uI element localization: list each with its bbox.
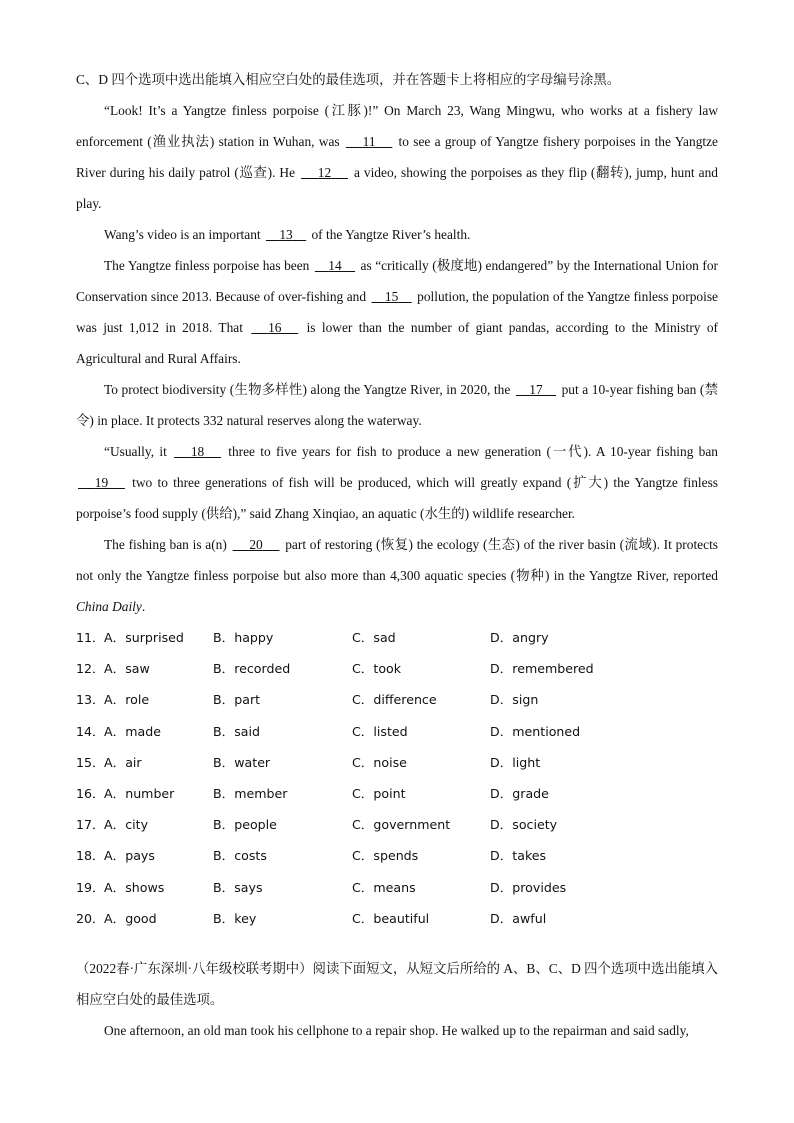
blank-16[interactable]: 16: [268, 320, 282, 335]
option-d[interactable]: D．light: [490, 754, 541, 770]
question-number: 14．: [76, 723, 105, 739]
option-d[interactable]: D．remembered: [490, 661, 594, 677]
question-number: 17．: [76, 817, 105, 833]
option-b[interactable]: B．member: [213, 786, 288, 802]
option-d[interactable]: D．mentioned: [490, 723, 581, 739]
document-page: [76, 64, 718, 1046]
blank-20[interactable]: 20: [249, 537, 263, 552]
passage-paragraph-3: The Yangtze finless porpoise has been 14 as “critically (极度地) endangered” by the International Union for Conservation since 2013. Because of over-fishing and 15 pollution, the population of the Yangtze finless porpoise was just 1,012 in 2018. That 16 is lower than the number of giant pandas, according to the Ministry of Agricultural and Rural Affairs.: [76, 250, 718, 374]
question-number: 20．: [76, 910, 105, 926]
question-row: [76, 716, 718, 747]
question-number: 13．: [76, 692, 105, 708]
blank-14[interactable]: 14: [328, 258, 342, 273]
option-a[interactable]: A．city: [104, 817, 149, 833]
option-c[interactable]: C．government: [352, 817, 451, 833]
question-row: [76, 872, 718, 903]
option-a[interactable]: A．role: [104, 692, 150, 708]
option-b[interactable]: B．people: [213, 817, 277, 833]
option-c[interactable]: C．noise: [352, 754, 407, 770]
question-row: [76, 903, 718, 934]
question-number: 19．: [76, 879, 105, 895]
blank-13[interactable]: 13: [279, 227, 293, 242]
question-row: [76, 809, 718, 840]
option-c[interactable]: C．sad: [352, 630, 396, 645]
option-d[interactable]: D．society: [490, 817, 558, 833]
question-row: [76, 622, 718, 653]
next-passage-first-line: One afternoon, an old man took his cellphone to a repair shop. He walked up to the repairman and said sadly,: [104, 1023, 689, 1039]
option-b[interactable]: B．happy: [213, 630, 274, 645]
passage-paragraph-6: The fishing ban is a(n) 20 part of restoring (恢复) the ecology (生态) of the river basin (流域). It protects not only the Yangtze finless porpoise but also more than 4,300 aquatic species (物种) in the Yangtze River, reported China Daily.: [76, 529, 718, 622]
option-c[interactable]: C．difference: [352, 692, 437, 708]
section-header: （2022春·广东深圳·八年级校联考期中）阅读下面短文，从短文后所给的 A、B、C、D 四个选项中选出能填入相应空白处的最佳选项。: [76, 961, 719, 1008]
source-name: China Daily: [76, 599, 142, 614]
question-number: 18．: [76, 848, 105, 864]
option-c[interactable]: C．listed: [352, 723, 408, 739]
instruction-tail: C、D 四个选项中选出能填入相应空白处的最佳选项，并在答题卡上将相应的字母编号涂黑。: [76, 72, 621, 87]
question-number: 15．: [76, 754, 105, 770]
option-b[interactable]: B．said: [213, 723, 261, 739]
question-row: [76, 840, 718, 871]
option-a[interactable]: A．made: [104, 723, 161, 739]
option-c[interactable]: C．means: [352, 879, 416, 895]
question-row: [76, 684, 718, 715]
blank-19[interactable]: 19: [94, 475, 109, 490]
question-row: [76, 747, 718, 778]
option-c[interactable]: C．beautiful: [352, 910, 430, 926]
option-a[interactable]: A．number: [104, 786, 175, 802]
option-a[interactable]: A．surprised: [104, 630, 184, 645]
question-row: [76, 778, 718, 809]
option-d[interactable]: D．awful: [490, 910, 547, 926]
option-d[interactable]: D．angry: [490, 630, 549, 645]
passage-paragraph-2: Wang’s video is an important 13 of the Yangtze River’s health.: [76, 219, 718, 250]
option-c[interactable]: C．spends: [352, 848, 419, 864]
option-a[interactable]: A．pays: [104, 848, 155, 864]
blank-18[interactable]: 18: [190, 444, 205, 459]
question-list: [76, 622, 718, 934]
option-a[interactable]: A．shows: [104, 879, 165, 895]
option-a[interactable]: A．saw: [104, 661, 150, 677]
question-number: 12．: [76, 661, 105, 677]
option-b[interactable]: B．key: [213, 910, 257, 926]
option-d[interactable]: D．takes: [490, 848, 547, 864]
passage-paragraph-4: To protect biodiversity (生物多样性) along the Yangtze River, in 2020, the 17 put a 10-year fishing ban (禁令) in place. It protects 332 natural reserves along the waterway.: [76, 374, 718, 436]
option-b[interactable]: B．water: [213, 754, 271, 770]
option-c[interactable]: C．point: [352, 786, 406, 802]
question-number: 11．: [76, 630, 105, 645]
option-b[interactable]: B．says: [213, 879, 263, 895]
option-b[interactable]: B．recorded: [213, 661, 291, 677]
option-b[interactable]: B．part: [213, 692, 261, 708]
blank-12[interactable]: 12: [317, 165, 332, 180]
option-a[interactable]: A．air: [104, 754, 142, 770]
passage-paragraph-1: “Look! It’s a Yangtze finless porpoise (江豚)!” On March 23, Wang Mingwu, who works at a fishery law enforcement (渔业执法) station in Wuhan, was 11 to see a group of Yangtze fishery porpoises in the Yangtze River during his daily patrol (巡查). He 12 a video, showing the porpoises as they flip (翻转), jump, hunt and play.: [76, 103, 718, 211]
option-d[interactable]: D．grade: [490, 786, 549, 802]
blank-17[interactable]: 17: [529, 382, 543, 397]
option-c[interactable]: C．took: [352, 661, 402, 677]
question-row: [76, 653, 718, 684]
option-d[interactable]: D．provides: [490, 879, 567, 895]
question-number: 16．: [76, 786, 105, 802]
option-b[interactable]: B．costs: [213, 848, 267, 864]
passage-paragraph-5: “Usually, it 18 three to five years for fish to produce a new generation (一代). A 10-year fishing ban 19 two to three generations of fish will be produced, which will greatly expand (扩大) the Yangtze finless porpoise’s food supply (供给),” said Zhang Xinqiao, an aquatic (水生的) wildlife researcher.: [76, 436, 718, 529]
option-d[interactable]: D．sign: [490, 692, 539, 708]
blank-11[interactable]: 11: [362, 134, 376, 149]
blank-15[interactable]: 15: [384, 289, 399, 304]
option-a[interactable]: A．good: [104, 910, 157, 926]
